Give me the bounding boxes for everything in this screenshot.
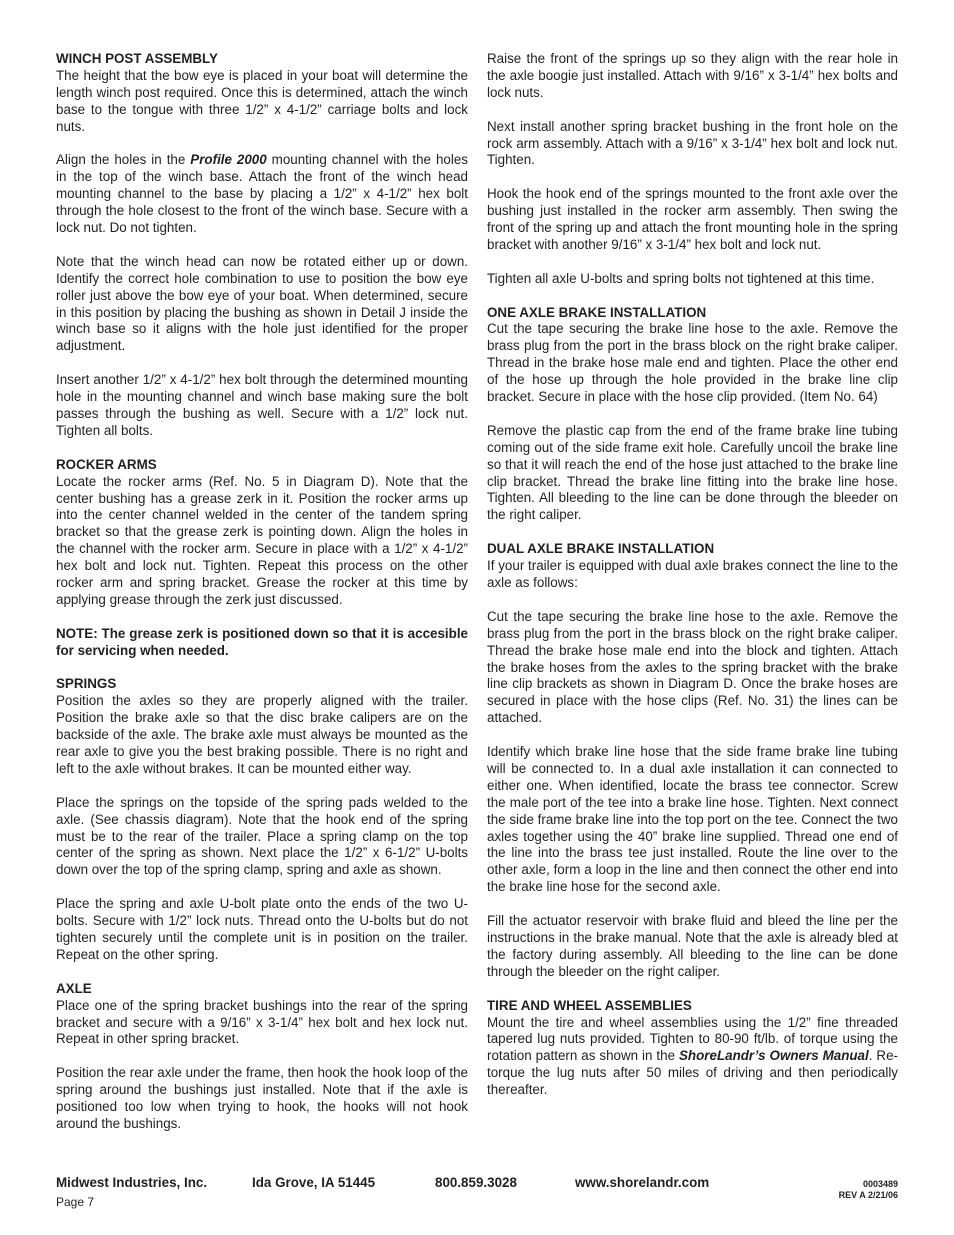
paragraph: Place one of the spring bracket bushings into the rear of the spring bracket and secure with a 9/16” x 3-1/4” hex bolt and hex lock nut. Repeat in other spring bracket.: [56, 997, 468, 1047]
section-heading: ROCKER ARMS: [56, 456, 157, 472]
footer-website: www.shorelandr.com: [575, 1175, 710, 1190]
paragraph: Next install another spring bracket bushing in the front hole on the rock arm assembly. Attach with a 9/16” x 3-1/4” hex bolt and lock nut. Tighten.: [487, 118, 898, 168]
section: [56, 457, 468, 609]
paragraph: Remove the plastic cap from the end of the frame brake line tubing coming out of the side frame exit hole. Carefully uncoil the brake line so that it will reach the end of the hose just attached to the brake line clip bracket. Thread the brake line fitting into the brake line hose. Tighten. All bleeding to the line can be done through the bleeder on the right caliper.: [487, 422, 898, 523]
paragraph: Cut the tape securing the brake line hose to the axle. Remove the brass plug from the port in the brass block on the right brake caliper. Thread in the brake hose male end and tighten. Place the other end of the hose up through the hole provided in the brake line clip bracket. Secure in place with the hose clip provided. (Item No. 64): [487, 321, 898, 405]
footer-city: Ida Grove, IA 51445: [252, 1175, 376, 1190]
right-column: [487, 51, 898, 1116]
section: [56, 981, 468, 1133]
product-name: ShoreLandr’s Owners Manual: [679, 1048, 869, 1064]
footer-phone: 800.859.3028: [435, 1175, 517, 1190]
section-heading: TIRE AND WHEEL ASSEMBLIES: [487, 997, 692, 1013]
footer-doc-number: 0003489: [862, 1179, 898, 1189]
paragraph: Align the holes in the Profile 2000 mounting channel with the holes in the top of the winch base. Attach the front of the winch head mounting channel to the base by placing a 1/2” x 4-1/2” hex bolt through the hole closest to the front of the winch base. Secure with a lock nut. Do not tighten.: [56, 152, 468, 236]
section: [487, 541, 898, 981]
section-heading: SPRINGS: [56, 676, 117, 692]
section: [487, 51, 898, 288]
paragraph: Position the axles so they are properly aligned with the trailer. Position the brake axle so that the disc brake calipers are on the backside of the axle. The brake axle must always be mounted as the rear axle to give you the best braking possible. There is no right and left to the axle without brakes. It can be mounted either way.: [56, 693, 468, 776]
paragraph: Position the rear axle under the frame, then hook the hook loop of the spring around the bushings just installed. Note that if the axle is positioned too low when trying to hook, the hooks will not hook around the bushings.: [56, 1065, 468, 1131]
section-heading: ONE AXLE BRAKE INSTALLATION: [487, 304, 707, 320]
section-heading: DUAL AXLE BRAKE INSTALLATION: [487, 541, 715, 557]
paragraph: Note that the winch head can now be rotated either up or down. Identify the correct hole combination to use to position the bow eye roller just above the bow eye of your boat. When determined, secure in this position by placing the bushing as shown in Detail J inside the winch base so it aligns with the hole just identified for the proper adjustment.: [56, 253, 468, 354]
paragraph: Raise the front of the springs up so they align with the rear hole in the axle boogie just installed. Attach with 9/16” x 3-1/4” hex bolts and lock nuts.: [487, 51, 898, 100]
footer-company: Midwest Industries, Inc.: [56, 1175, 208, 1190]
paragraph: If your trailer is equipped with dual axle brakes connect the line to the axle as follows:: [487, 558, 898, 590]
paragraph: Locate the rocker arms (Ref. No. 5 in Diagram D). Note that the center bushing has a grease zerk in it. Position the rocker arms up into the center channel welded in the center of the tandem spring bracket so that the grease zerk is pointing down. Align the holes in the channel with the rocker arm. Secure in place with a 1/2” x 4-1/2” hex bolt and lock nut. Tighten. Repeat this process on the other rocker arm and spring bracket. Grease the rocker at this time by applying grease through the zerk just discussed.: [56, 473, 468, 607]
paragraph: Tighten all axle U-bolts and spring bolts not tightened at this time.: [487, 270, 875, 286]
left-column: [56, 51, 468, 1150]
section: [56, 51, 468, 440]
note: NOTE: The grease zerk is positioned down so that it is accesible for servicing when needed.: [56, 625, 468, 658]
paragraph: Fill the actuator reservoir with brake fluid and bleed the line per the instructions in the brake manual. Note that the axle is already bled at the factory during assembly. All bleeding to the line can be done through the bleeder on the right caliper.: [487, 913, 898, 979]
paragraph: Hook the hook end of the springs mounted to the front axle over the bushing just installed in the rocker arm assembly. Then swing the front of the spring up and attach the front mounting hole in the spring bracket with another 9/16” x 3-1/4” hex bolt and lock nut.: [487, 186, 898, 252]
footer-revision: REV A 2/21/06: [838, 1190, 898, 1200]
paragraph: Mount the tire and wheel assemblies using the 1/2” fine threaded tapered lug nuts provided. Tighten to 80-90 ft/lb. of torque using the rotation pattern as shown in the ShoreLandr’s Owners Manual. Re-torque the lug nuts after 50 miles of driving and then periodically thereafter.: [487, 1014, 898, 1098]
page-footer: [56, 1175, 898, 1209]
section: [487, 305, 898, 525]
paragraph: Identify which brake line hose that the side frame brake line tubing will be connected to. In a dual axle installation it can connected to either one. When identified, locate the brass tee connector. Screw the male port of the tee into a brake line hose. Tighten. Next connect the side frame brake line into the top port on the tee. Connect the two axles together using the 40” brake line supplied. Thread one end of the line into the brass tee just installed. Route the line over to the other axle, form a loop in the line and then connect the other end into the brake line hose for the second axle.: [487, 744, 898, 895]
section: [56, 676, 468, 963]
footer-page-number: Page 7: [56, 1195, 95, 1209]
paragraph: Cut the tape securing the brake line hose to the axle. Remove the brass plug from the port in the brass block on the right brake caliper. Thread the brake hose male end into the block and tighten. Attach the brake hoses from the axles to the spring bracket with the brake line clip brackets as shown in Diagram D. Once the brake hoses are secured in place with the hose clips (Ref. No. 31) the lines can be attached.: [487, 608, 898, 726]
footer-doc-info: [839, 1179, 898, 1201]
section: [487, 998, 898, 1099]
paragraph: Insert another 1/2” x 4-1/2” hex bolt through the determined mounting hole in the mounting channel and winch base making sure the bolt passes through the bushing as well. Secure with a 1/2” lock nut. Tighten all bolts.: [56, 372, 468, 438]
paragraph: The height that the bow eye is placed in your boat will determine the length winch post required. Once this is determined, attach the winch base to the tongue with three 1/2” x 4-1/2” carriage bolts and lock nuts.: [56, 67, 468, 134]
paragraph: Place the springs on the topside of the spring pads welded to the axle. (See chassis diagram). Note that the hook end of the spring must be to the rear of the trailer. Place a spring clamp on the top center of the spring as shown. Next place the 1/2” x 6-1/2” U-bolts down over the top of the spring clamp, spring and axle as shown.: [56, 794, 468, 878]
section-heading: AXLE: [56, 980, 92, 996]
product-name: Profile 2000: [190, 152, 267, 168]
paragraph: Place the spring and axle U-bolt plate onto the ends of the two U-bolts. Secure with 1/2” lock nuts. Thread onto the U-bolts but do not tighten securely until the complete unit is in position on the trailer. Repeat on the other spring.: [56, 896, 468, 962]
section-heading: WINCH POST ASSEMBLY: [56, 51, 218, 66]
